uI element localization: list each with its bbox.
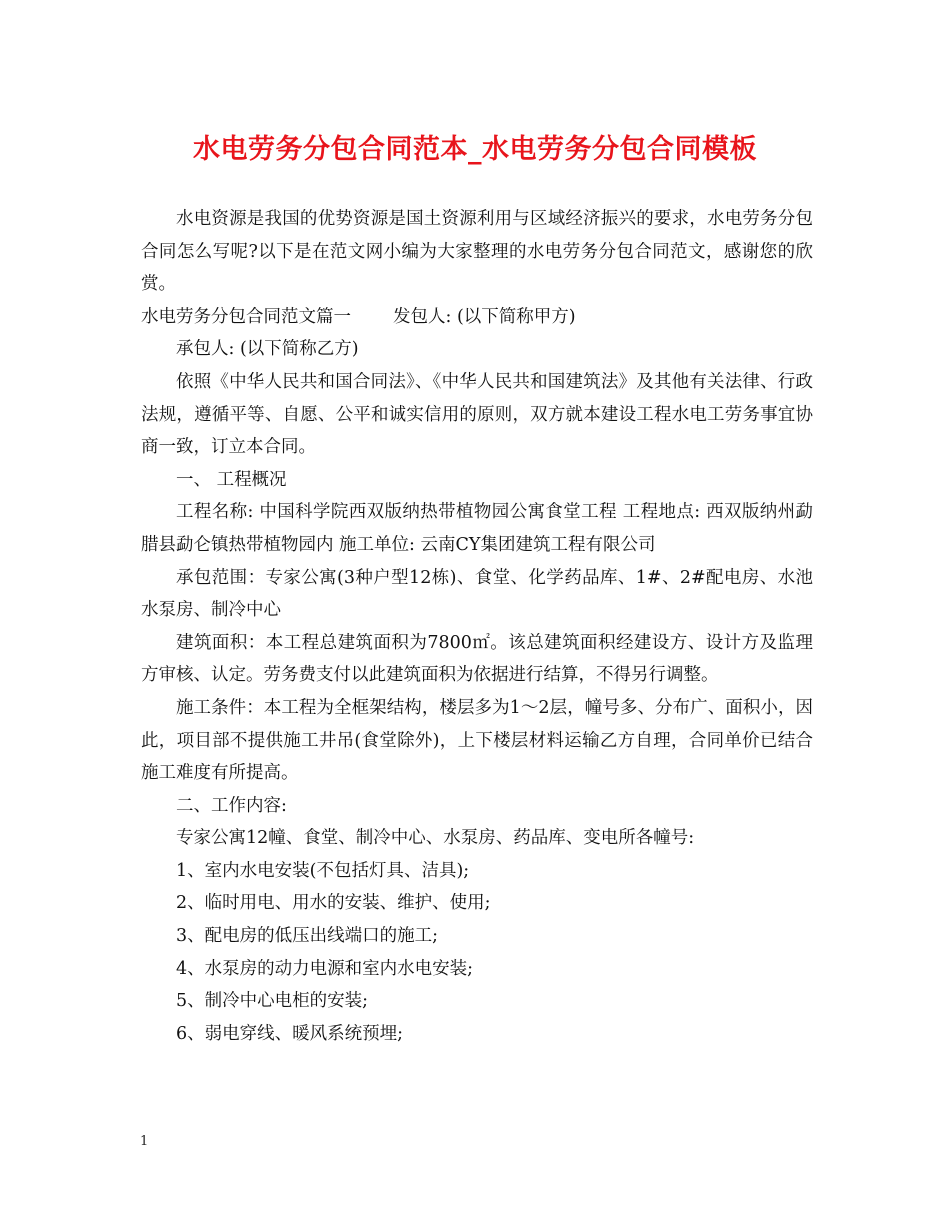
document-body [141, 203, 813, 1050]
sample-heading-line [141, 301, 813, 334]
work-item: 3、配电房的低压出线端口的施工; [176, 926, 439, 947]
work-item: 4、水泵房的动力电源和室内水电安装; [176, 958, 474, 979]
work-item: 6、弱电穿线、暖风系统预埋; [176, 1023, 404, 1044]
conditions-paragraph: 施工条件：本工程为全框架结构，楼层多为1～2层，幢号多、分布广、面积小，因此，项目部不提供施工井吊(食堂除外)，上下楼层材料运输乙方自理，合同单价已结合施工难度有所提高。 [141, 697, 813, 784]
work-item: 2、临时用电、用水的安装、维护、使用; [176, 893, 491, 914]
legal-basis-paragraph: 依照《中华人民共和国合同法》、《中华人民共和国建筑法》及其他有关法律、行政法规，遵循平等、自愿、公平和诚实信用的原则，双方就本建设工程水电工劳务事宜协商一致，订立本合同。 [141, 371, 813, 458]
intro-paragraph: 水电资源是我国的优势资源是国土资源利用与区域经济振兴的要求，水电劳务分包合同怎么写呢?以下是在范文网小编为大家整理的水电劳务分包合同范文，感谢您的欣赏。 [141, 209, 813, 295]
work-item: 5、制冷中心电柜的安装; [176, 991, 369, 1012]
work-item: 1、室内水电安装(不包括灯具、洁具); [176, 860, 470, 881]
party-a-line: 发包人: (以下简称甲方) [393, 306, 576, 327]
page-number: 1 [140, 1134, 149, 1149]
buildings-paragraph: 专家公寓12幢、食堂、制冷中心、水泵房、药品库、变电所各幢号: [176, 828, 695, 849]
document-title: 水电劳务分包合同范本_水电劳务分包合同模板 [193, 134, 757, 165]
party-b-line: 承包人: (以下简称乙方) [176, 339, 359, 360]
sample-heading: 水电劳务分包合同范文篇一 [141, 306, 351, 327]
section-1-heading: 一、 工程概况 [176, 469, 287, 490]
area-paragraph: 建筑面积：本工程总建筑面积为7800㎡。该总建筑面积经建设方、设计方及监理方审核、认定。劳务费支付以此建筑面积为依据进行结算，不得另行调整。 [141, 632, 813, 686]
scope-paragraph: 承包范围：专家公寓(3种户型12栋)、食堂、化学药品库、1#、2#配电房、水池水泵房、制冷中心 [141, 567, 813, 621]
section-2-heading: 二、工作内容: [176, 795, 287, 816]
project-info-paragraph: 工程名称: 中国科学院西双版纳热带植物园公寓食堂工程 工程地点: 西双版纳州勐腊县勐仑镇热带植物园内 施工单位: 云南CY集团建筑工程有限公司 [141, 502, 813, 555]
